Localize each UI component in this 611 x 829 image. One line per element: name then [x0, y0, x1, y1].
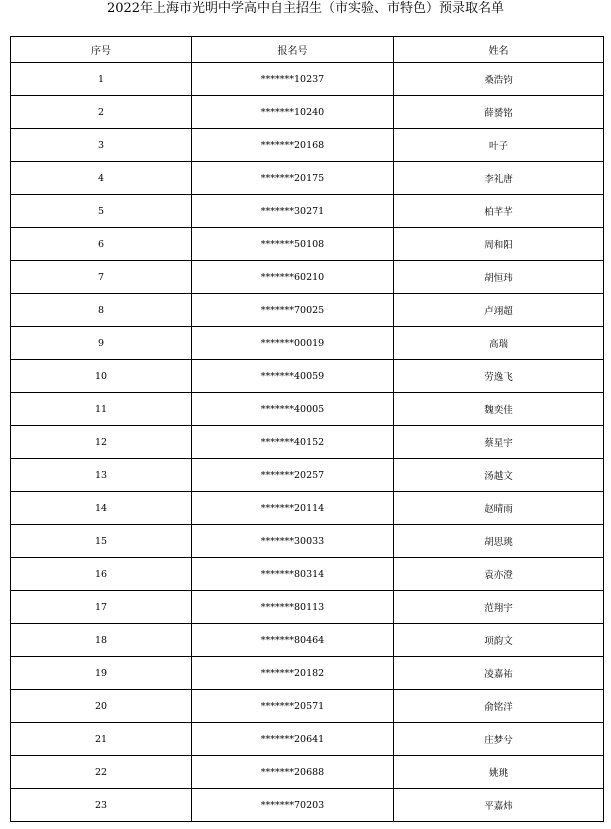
cell-reg-no: *******20114 — [192, 492, 394, 525]
cell-name: 平嘉炜 — [394, 789, 604, 822]
cell-name: 庄梦兮 — [394, 723, 604, 756]
cell-seq: 7 — [11, 261, 192, 294]
cell-seq: 11 — [11, 393, 192, 426]
cell-reg-no: *******10237 — [192, 63, 394, 96]
cell-name: 赵晴雨 — [394, 492, 604, 525]
table-row — [11, 228, 604, 261]
table-row — [11, 459, 604, 492]
cell-reg-no: *******20571 — [192, 690, 394, 723]
table-row — [11, 723, 604, 756]
cell-name: 卢翊超 — [394, 294, 604, 327]
cell-reg-no: *******60210 — [192, 261, 394, 294]
cell-seq: 21 — [11, 723, 192, 756]
table-row — [11, 129, 604, 162]
cell-reg-no: *******20257 — [192, 459, 394, 492]
cell-seq: 1 — [11, 63, 192, 96]
cell-seq: 4 — [11, 162, 192, 195]
cell-name: 凌嘉祐 — [394, 657, 604, 690]
cell-seq: 2 — [11, 96, 192, 129]
cell-reg-no: *******40059 — [192, 360, 394, 393]
table-row — [11, 492, 604, 525]
cell-seq: 13 — [11, 459, 192, 492]
cell-name: 魏奕佳 — [394, 393, 604, 426]
cell-seq: 23 — [11, 789, 192, 822]
cell-seq: 19 — [11, 657, 192, 690]
table-row — [11, 756, 604, 789]
cell-seq: 17 — [11, 591, 192, 624]
cell-seq: 16 — [11, 558, 192, 591]
table-row — [11, 327, 604, 360]
cell-reg-no: *******20688 — [192, 756, 394, 789]
cell-reg-no: *******30033 — [192, 525, 394, 558]
cell-name: 俞铭洋 — [394, 690, 604, 723]
cell-seq: 9 — [11, 327, 192, 360]
cell-name: 周和阳 — [394, 228, 604, 261]
cell-seq: 8 — [11, 294, 192, 327]
cell-name: 胡思珧 — [394, 525, 604, 558]
cell-reg-no: *******70203 — [192, 789, 394, 822]
table-row — [11, 360, 604, 393]
cell-name: 蔡星宇 — [394, 426, 604, 459]
cell-seq: 12 — [11, 426, 192, 459]
cell-name: 李礼唐 — [394, 162, 604, 195]
table-row — [11, 690, 604, 723]
cell-name: 劳逸飞 — [394, 360, 604, 393]
table-header-row — [11, 37, 604, 63]
table-row — [11, 624, 604, 657]
cell-reg-no: *******80314 — [192, 558, 394, 591]
cell-reg-no: *******40152 — [192, 426, 394, 459]
cell-seq: 14 — [11, 492, 192, 525]
cell-name: 袁亦澄 — [394, 558, 604, 591]
table-row — [11, 294, 604, 327]
table-row — [11, 558, 604, 591]
cell-reg-no: *******20182 — [192, 657, 394, 690]
header-seq: 序号 — [11, 37, 192, 63]
cell-reg-no: *******80113 — [192, 591, 394, 624]
cell-reg-no: *******20175 — [192, 162, 394, 195]
table-row — [11, 591, 604, 624]
table-row — [11, 96, 604, 129]
cell-name: 姚珧 — [394, 756, 604, 789]
admission-table — [10, 36, 604, 822]
cell-seq: 20 — [11, 690, 192, 723]
cell-seq: 15 — [11, 525, 192, 558]
cell-reg-no: *******20168 — [192, 129, 394, 162]
cell-reg-no: *******70025 — [192, 294, 394, 327]
cell-seq: 5 — [11, 195, 192, 228]
cell-name: 项韵文 — [394, 624, 604, 657]
cell-name: 薛赟铭 — [394, 96, 604, 129]
table-row — [11, 426, 604, 459]
cell-name: 胡恒玮 — [394, 261, 604, 294]
cell-name: 柏芊芊 — [394, 195, 604, 228]
cell-seq: 10 — [11, 360, 192, 393]
table-row — [11, 195, 604, 228]
cell-seq: 3 — [11, 129, 192, 162]
cell-name: 叶子 — [394, 129, 604, 162]
table-row — [11, 789, 604, 822]
header-name: 姓名 — [394, 37, 604, 63]
cell-name: 汤越文 — [394, 459, 604, 492]
cell-reg-no: *******50108 — [192, 228, 394, 261]
table-body — [11, 63, 604, 822]
table-row — [11, 261, 604, 294]
cell-reg-no: *******20641 — [192, 723, 394, 756]
cell-reg-no: *******00019 — [192, 327, 394, 360]
cell-name: 桑浩钧 — [394, 63, 604, 96]
cell-reg-no: *******30271 — [192, 195, 394, 228]
cell-seq: 22 — [11, 756, 192, 789]
cell-reg-no: *******80464 — [192, 624, 394, 657]
table-row — [11, 525, 604, 558]
cell-name: 范翔宇 — [394, 591, 604, 624]
header-reg-no: 报名号 — [192, 37, 394, 63]
table-row — [11, 63, 604, 96]
document-title: 2022年上海市光明中学高中自主招生（市实验、市特色）预录取名单 — [106, 1, 505, 16]
cell-reg-no: *******10240 — [192, 96, 394, 129]
cell-name: 高瑞 — [394, 327, 604, 360]
cell-reg-no: *******40005 — [192, 393, 394, 426]
table-row — [11, 162, 604, 195]
cell-seq: 18 — [11, 624, 192, 657]
cell-seq: 6 — [11, 228, 192, 261]
table-row — [11, 393, 604, 426]
table-row — [11, 657, 604, 690]
